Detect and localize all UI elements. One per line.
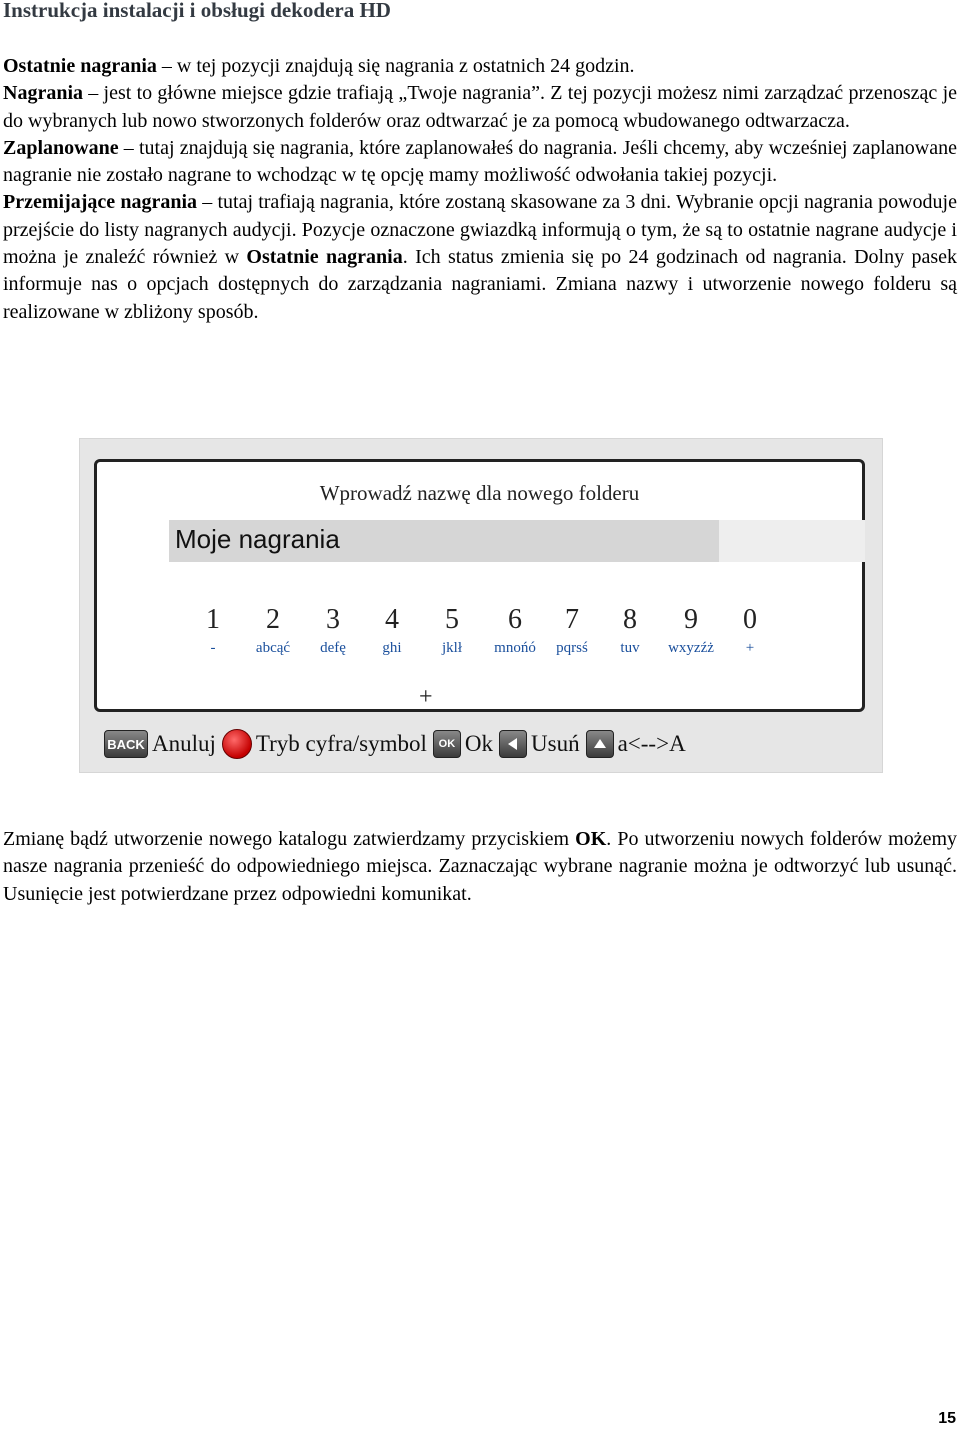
ok-term: OK	[575, 828, 607, 850]
key-chars: -	[210, 640, 216, 656]
decoder-screenshot	[79, 438, 883, 773]
outro-paragraph	[3, 826, 957, 908]
key-digit: 3	[326, 604, 340, 635]
ostatnie-description: – w tej pozycji znajdują się nagrania z ostatnich 24 godzin.	[156, 55, 635, 77]
zaplanowane-description: – tutaj znajdują się nagrania, które zaplanowałeś do nagrania. Jeśli chcemy, aby wcześniej zaplanowane nagranie nie zostało nagrane to wchodząc w tę opcję mamy możliwość odwołania takiej pozycji.	[3, 136, 957, 187]
up-label: a<-->A	[617, 731, 686, 756]
key-chars: mnońó	[494, 640, 536, 656]
key-chars: tuv	[620, 640, 640, 656]
key-chars: pqrsś	[556, 640, 588, 656]
back-label: Anuluj	[152, 731, 216, 756]
term-nagrania: Nagrania	[3, 82, 83, 105]
ref-ostatnie-nagrania: Ostatnie nagrania	[246, 246, 403, 269]
ok-key-icon: OK	[433, 730, 461, 758]
nagrania-description: – jest to główne miejsce gdzie trafiają „Twoje nagrania”. Z tej pozycji możesz nimi zarządzać przenosząc je do wybranych lub nowo stworzonych folderów oraz odtwarzać je za pomocą wbudowanego odtwarzacza.	[3, 82, 957, 132]
term-przemijajace-nagrania: Przemijające nagrania	[3, 191, 198, 214]
key-digit: 5	[445, 604, 459, 635]
up-arrow-icon	[586, 730, 614, 758]
term-zaplanowane: Zaplanowane	[3, 136, 119, 159]
key-digit: 6	[508, 604, 522, 635]
key-digit: 9	[684, 604, 698, 635]
page-number: 15	[938, 1410, 956, 1427]
key-chars: defę	[320, 640, 346, 656]
red-button-icon	[222, 729, 252, 759]
key-chars: jklł	[441, 640, 462, 656]
button-legend-bar	[104, 728, 692, 760]
key-digit: 0	[743, 604, 757, 635]
outro-text-2: . Po utworzeniu nowych folderów możemy nasze nagrania przenieść do odpowiedniego miejsca. Zaznaczając wybrane nagranie można je odtworzyć lub usunąć. Usunięcie jest potwierdzane przez odpowiedni komunikat.	[3, 828, 957, 905]
red-label: Tryb cyfra/symbol	[255, 731, 427, 756]
przemijajace-description-cont: . Ich status zmienia się po 24 godzinach od nagrania. Dolny pasek informuje nas o opcjach dostępnych do zarządzania nagraniami. Zmiana nazwy i utworzenie nowego folderu są realizowane w zbliżony sposób.	[3, 246, 958, 323]
key-digit: 7	[565, 604, 579, 635]
key-chars: abcąć	[255, 640, 291, 656]
plus-symbol: +	[419, 684, 433, 710]
key-chars: +	[745, 640, 755, 656]
key-0[interactable]	[710, 601, 790, 657]
key-digit: 8	[623, 604, 637, 635]
left-label: Usuń	[531, 731, 580, 756]
przemijajace-description: – tutaj trafiają nagrania, które zostaną skasowane za 3 dni. Wybranie opcji nagrania powoduje przejście do listy nagranych audycji. Pozycje oznaczone gwiazdką informują o tym, że są to ostatnie nagrane audycje i można je znaleźć również w	[3, 191, 957, 269]
on-screen-keypad	[97, 462, 862, 709]
term-ostatnie-nagrania: Ostatnie nagrania	[3, 55, 157, 77]
key-chars: wxyzźż	[668, 640, 714, 656]
key-chars: ghi	[382, 640, 402, 656]
back-key-icon: BACK	[104, 730, 148, 758]
key-digit: 1	[206, 604, 220, 635]
key-digit: 2	[266, 604, 280, 635]
intro-paragraphs	[3, 53, 957, 326]
new-folder-dialog	[94, 459, 865, 712]
ok-label: Ok	[464, 731, 494, 756]
key-digit: 4	[385, 604, 399, 635]
outro-text-1: Zmianę bądź utworzenie nowego katalogu zatwierdzamy przyciskiem	[3, 828, 576, 850]
dialog-title: Wprowadź nazwę dla nowego folderu	[319, 481, 640, 505]
left-arrow-icon	[499, 730, 527, 758]
document-header: Instrukcja instalacji i obsługi dekodera HD	[3, 0, 391, 22]
folder-name-value: Moje nagrania	[175, 524, 340, 554]
